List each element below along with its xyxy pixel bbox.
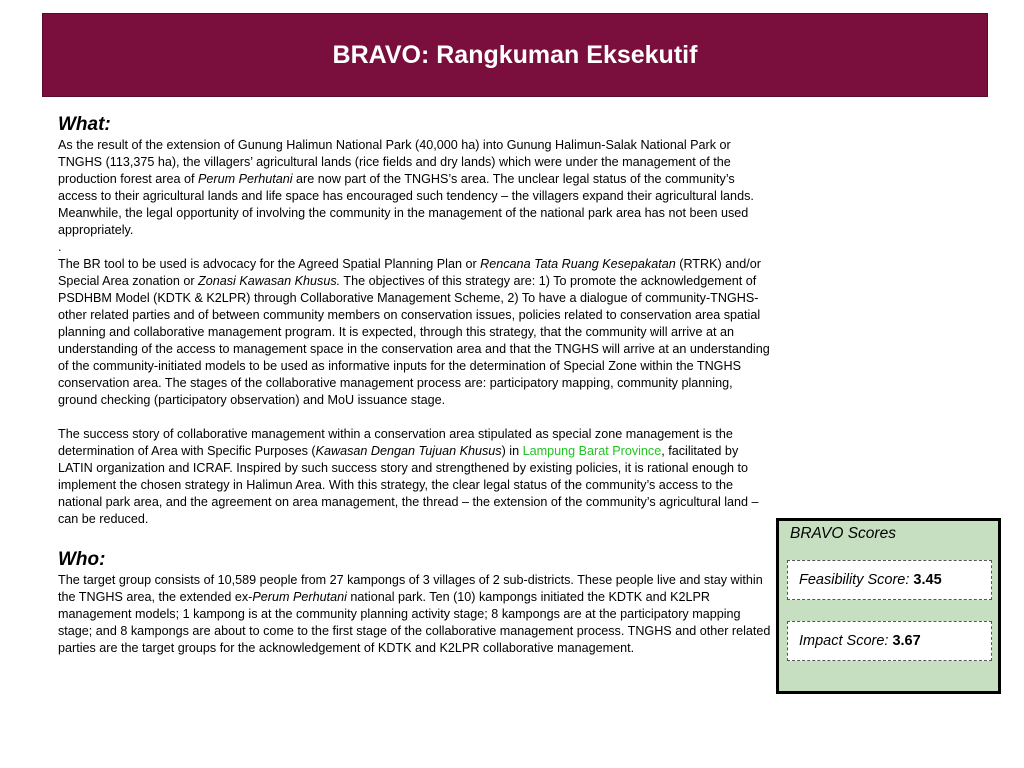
text-run: are now part of the TNGHS’s area. The unclear legal status of the community’s access to their agricultural lands and life space has encouraged such tendency – the villagers expand their agricultural lands. Meanwhile, the legal opportunity of involving the community in the management of the national park area has not been used appropriately.: [58, 172, 754, 237]
title-bar: [42, 13, 988, 97]
page-title: BRAVO: Rangkuman Eksekutif: [332, 40, 698, 69]
what-heading: What:: [58, 114, 111, 135]
who-paragraph-1: [58, 572, 774, 657]
text-run: The objectives of this strategy are: 1) To promote the acknowledgement of PSDHBM Model (KDTK & K2LPR) through Collaborative Management Scheme, 2) To have a dialogue of community-TNGHS-other related parties and of between community members on conservation issues, policies related to conservation area spatial planning and collaborative management program. It is expected, through this strategy, that the community will arrive at an understanding of the access to management space in the conservation area and that the TNGHS will arrive at an understanding of the community-initiated models to be used as informative inputs for the determination of Special Zone within the TNGHS conservation area. The stages of the collaborative management process are: participatory mapping, community planning, ground checking (participatory observation) and MoU issuance stage.: [58, 274, 770, 407]
what-paragraph-2: [58, 256, 774, 409]
impact-score-label: Impact Score:: [799, 633, 889, 649]
text-run: As the result of the extension of Gunung Halimun National Park (40,000 ha) into Gunung Halimun-Salak National Park or TNGHS (113,375 ha), the villagers’ agricultural lands (rice fields and dry lands) which were under the management of the production forest area of: [58, 138, 731, 186]
text-run: The success story of collaborative management within a conservation area stipulated as special zone management is the determination of Area with Specific Purposes (: [58, 427, 733, 458]
text-run: Zonasi Kawasan Khusus.: [198, 274, 341, 288]
text-run: The BR tool to be used is advocacy for the Agreed Spatial Planning Plan or: [58, 257, 481, 271]
text-run: ) in: [501, 444, 523, 458]
text-run: Kawasan Dengan Tujuan Khusus: [315, 444, 502, 458]
impact-score-value: 3.67: [892, 633, 921, 649]
text-run: (RTRK) and/or Special Area zonation or: [58, 257, 761, 288]
scores-title: BRAVO Scores: [790, 525, 896, 542]
text-run: Rencana Tata Ruang Kesepakatan: [480, 257, 676, 271]
separator-dot: .: [58, 240, 62, 254]
who-heading: Who:: [58, 549, 106, 570]
bravo-scores-panel: [776, 518, 1001, 694]
text-run: , facilitated by LATIN organization and ICRAF. Inspired by such success story and strengthened by existing policies, it is rational enough to implement the chosen strategy in Halimun Area. With this strategy, the clear legal status of the community’s access to the national park area, and the agreement on area management, the thread – the extension of the community’s agricultural land – can be reduced.: [58, 444, 759, 526]
main-content: [58, 113, 774, 657]
what-paragraph-1: [58, 137, 774, 239]
text-run: The target group consists of 10,589 people from 27 kampongs of 3 villages of 2 sub-districts. These people live and stay within the TNGHS area, the extended ex-: [58, 573, 763, 604]
feasibility-score-value: 3.45: [913, 572, 942, 588]
text-run: Perum Perhutani: [252, 590, 347, 604]
feasibility-score-label: Feasibility Score:: [799, 572, 910, 588]
impact-score-box: [787, 621, 992, 661]
text-run: Lampung Barat Province: [522, 444, 662, 458]
text-run: national park. Ten (10) kampongs initiated the KDTK and K2LPR management models; 1 kampong is at the community planning activity stage; 8 kampongs are at the participatory mapping stage; and 8 kampongs are about to come to the first stage of the collaborative management process. TNGHS and other related parties are the target groups for the acknowledgement of KDTK and K2LPR collaborative management.: [58, 590, 771, 655]
text-run: Perum Perhutani: [198, 172, 293, 186]
feasibility-score-box: [787, 560, 992, 600]
what-paragraph-3: [58, 426, 774, 528]
